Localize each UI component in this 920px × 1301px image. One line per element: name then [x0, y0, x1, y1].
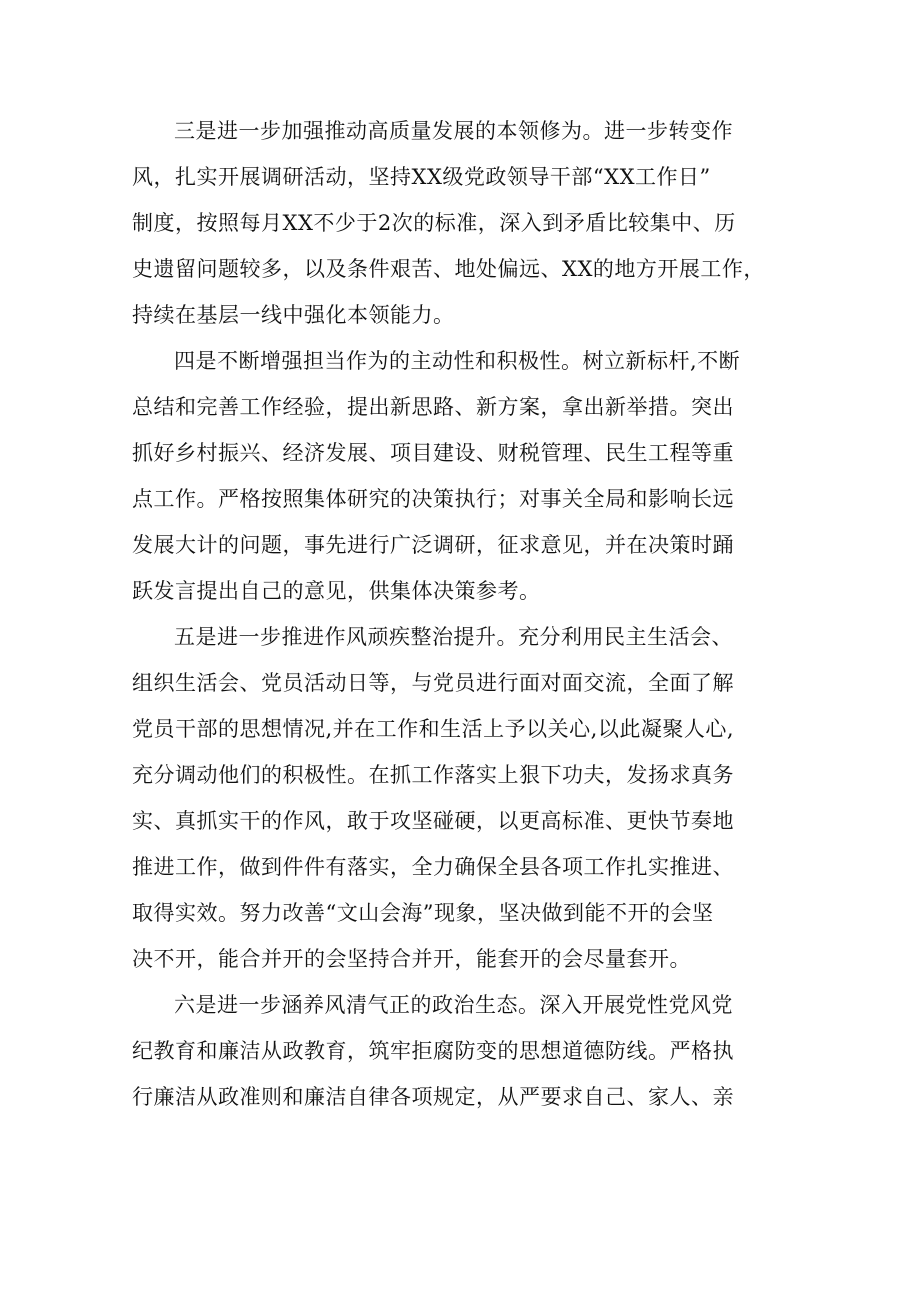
- text-line: 纪教育和廉洁从政教育，筑牢拒腐防变的思想道德防线。严格执: [132, 1039, 734, 1063]
- text-line: 总结和完善工作经验，提出新思路、新方案，拿出新举措。突出: [132, 395, 734, 419]
- text-line: 实、真抓实干的作风，敢于攻坚碰硬，以更高标准、更快节奏地: [132, 809, 734, 833]
- text-line: 行廉洁从政准则和廉洁自律各项规定，从严要求自己、家人、亲: [132, 1085, 734, 1109]
- text-line: 持续在基层一线中强化本领能力。: [132, 303, 455, 327]
- text-line: 推进工作，做到件件有落实，全力确保全县各项工作扎实推进、: [132, 855, 734, 879]
- text-line: 四是不断增强担当作为的主动性和积极性。树立新标杆,不断: [174, 349, 741, 373]
- document-body: [132, 108, 792, 1120]
- text-line: 制度，按照每月XX不少于2次的标准，深入到矛盾比较集中、历: [132, 211, 736, 235]
- text-line: 点工作。严格按照集体研究的决策执行；对事关全局和影响长远: [132, 487, 734, 511]
- text-line: 史遗留问题较多，以及条件艰苦、地处偏远、XX的地方开展工作，: [132, 257, 765, 281]
- text-line: 发展大计的问题，事先进行广泛调研，征求意见，并在决策时踊: [132, 533, 734, 557]
- text-line: 六是进一步涵养风清气正的政治生态。深入开展党性党风党: [174, 993, 733, 1017]
- text-line: 三是进一步加强推动高质量发展的本领修为。进一步转变作: [174, 119, 733, 143]
- text-line: 充分调动他们的积极性。在抓工作落实上狠下功夫，发扬求真务: [132, 763, 734, 787]
- paragraph-6-political-ecology: [132, 982, 792, 1120]
- paragraph-4-initiative: [132, 338, 792, 614]
- text-line: 决不开，能合并开的会坚持合并开，能套开的会尽量套开。: [132, 947, 691, 971]
- text-line: 组织生活会、党员活动日等，与党员进行面对面交流，全面了解: [132, 671, 734, 695]
- text-line: 抓好乡村振兴、经济发展、项目建设、财税管理、民生工程等重: [132, 441, 734, 465]
- paragraph-5-work-style: [132, 614, 792, 982]
- text-line: 取得实效。努力改善“文山会海”现象，坚决做到能不开的会坚: [132, 901, 714, 925]
- text-line: 五是进一步推进作风顽疾整治提升。充分利用民主生活会、: [174, 625, 733, 649]
- text-line: 跃发言提出自己的意见，供集体决策参考。: [132, 579, 541, 603]
- paragraph-3-capability: [132, 108, 792, 338]
- text-line: 党员干部的思想情况,并在工作和生活上予以关心,以此凝聚人心,: [132, 717, 735, 741]
- text-line: 风，扎实开展调研活动，坚持XX级党政领导干部“XX工作日”: [132, 165, 711, 189]
